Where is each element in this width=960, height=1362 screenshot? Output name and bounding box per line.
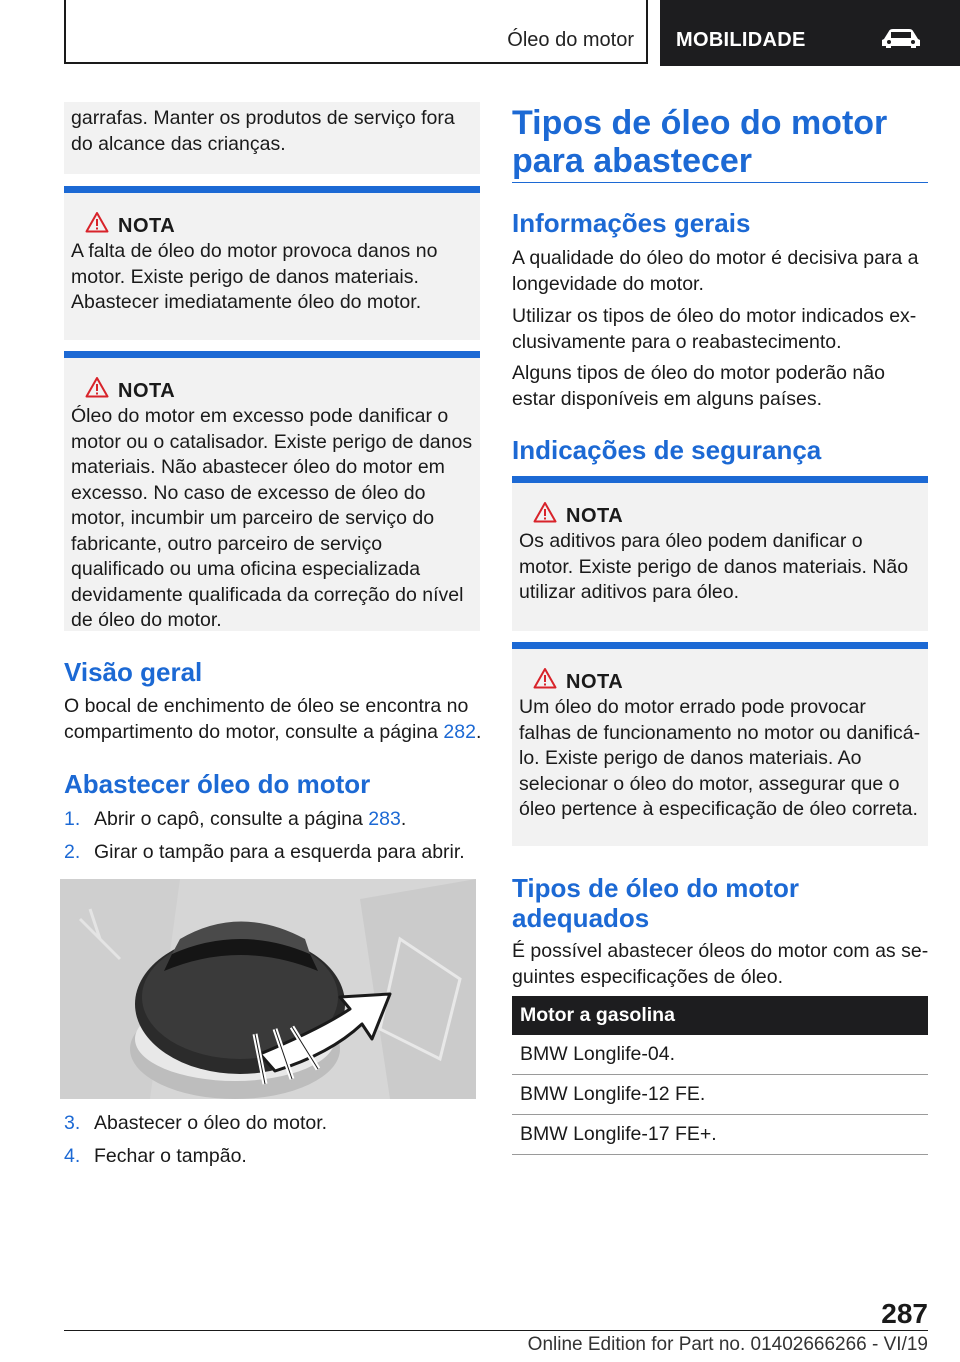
- page-link-283[interactable]: 283: [368, 808, 401, 830]
- table-cell: BMW Longlife-12 FE.: [512, 1075, 928, 1115]
- note-header: [71, 193, 474, 245]
- note-text: Os aditivos para óleo podem danificar o motor. Existe perigo de danos materiais. Não utilizar aditivos para óleo.: [519, 530, 909, 603]
- overview-text: O bocal de enchimento de óleo se encontra no compartimento do motor, consulte a página: [64, 695, 469, 743]
- main-heading-line-2: para abastecer: [512, 142, 753, 180]
- table-header-row: [512, 996, 928, 1035]
- table-row: [512, 1115, 928, 1155]
- continuation-text: garrafas. Manter os produtos de serviço fora do alcance das crianças.: [71, 107, 455, 155]
- note-label: NOTA: [118, 215, 176, 237]
- general-heading: Informações gerais: [512, 208, 751, 238]
- step-number: 1.: [64, 808, 81, 830]
- table-cell: BMW Longlife-17 FE+.: [512, 1115, 928, 1155]
- steps-list-b: [64, 1111, 480, 1171]
- overview-paragraph: [64, 694, 484, 745]
- note-box-4: [512, 642, 928, 846]
- suitable-heading-line-1: Tipos de óleo do motor: [512, 873, 799, 903]
- note-text: Um óleo do motor errado pode provocar falhas de funcionamento no motor ou danificá-lo. Existe perigo de danos materiais. Ao selecionar o óleo do motor, assegurar que o óleo pertence à especificação de óleo correta.: [519, 696, 921, 820]
- edition-text: Online Edition for Part no. 01402666266 - VI/19: [527, 1334, 928, 1355]
- note-header: [71, 358, 474, 410]
- page-header: [64, 0, 960, 66]
- section-tab: [660, 0, 960, 66]
- table-row: [512, 1035, 928, 1075]
- step-text: Abastecer o óleo do motor.: [94, 1112, 328, 1134]
- car-icon: [880, 27, 922, 49]
- table-cell: BMW Longlife-04.: [512, 1035, 928, 1075]
- step-text: Fechar o tampão.: [94, 1145, 247, 1167]
- chapter-title: Óleo do motor: [507, 29, 634, 51]
- suitable-text: É possível abastecer óleos do motor com as seguintes especificações de óleo.: [512, 940, 929, 988]
- refill-heading: Abastecer óleo do motor: [64, 769, 371, 799]
- main-heading: [512, 104, 932, 180]
- table-row: [512, 1075, 928, 1115]
- note-box-1: [64, 186, 480, 340]
- step-suffix: .: [400, 808, 407, 830]
- chapter-tab: [64, 0, 648, 64]
- heading-rule: [512, 182, 928, 183]
- overview-heading: Visão geral: [64, 657, 203, 687]
- note-header: [519, 649, 922, 701]
- table-header-cell: Motor a gasolina: [512, 996, 928, 1035]
- note-text: Óleo do motor em excesso pode danificar o motor ou o catalisador. Existe perigo de danos materiais. Não abastecer óleo do motor em excesso. No caso de excesso de óleo do motor, incumbir um parceiro de serviço do fabricante, outro parceiro de serviço qualificado ou uma oficina especializada devidamente qualificada da correção do nível de óleo do motor.: [71, 405, 473, 631]
- general-p3: Alguns tipos de óleo do motor poderão não estar disponíveis em alguns países.: [512, 362, 885, 410]
- step-number: 2.: [64, 841, 81, 863]
- page-number: 287: [881, 1298, 928, 1329]
- step-text: Girar o tampão para a esquerda para abrir.: [94, 841, 465, 863]
- overview-period: .: [475, 720, 482, 743]
- note-box-2: [64, 351, 480, 631]
- oil-cap-figure: [60, 879, 476, 1099]
- step-text: [94, 807, 406, 832]
- oil-cap-illustration: [60, 879, 476, 1099]
- page-link-282[interactable]: 282: [443, 720, 476, 743]
- suitable-heading-line-2: adequados: [512, 903, 650, 933]
- footer-rule: [64, 1330, 928, 1331]
- note-box-3: [512, 476, 928, 631]
- step-number: 3.: [64, 1112, 81, 1134]
- general-p1: A qualidade do óleo do motor é decisiva para a longevidade do motor.: [512, 247, 919, 295]
- warning-icon: [85, 211, 109, 233]
- note-label: NOTA: [566, 505, 624, 527]
- step-number: 4.: [64, 1145, 81, 1167]
- note-label: NOTA: [566, 671, 624, 693]
- note-text: A falta de óleo do motor provoca danos no motor. Existe perigo de danos materiais. Abastecer imediatamente óleo do motor.: [71, 240, 438, 313]
- warning-icon: [533, 501, 557, 523]
- safety-heading: Indicações de segurança: [512, 435, 822, 465]
- section-label: MOBILIDADE: [676, 29, 806, 51]
- general-p2: Utilizar os tipos de óleo do motor indicados exclusivamente para o reabastecimento.: [512, 305, 917, 353]
- main-heading-line-1: Tipos de óleo do motor: [512, 104, 888, 142]
- steps-list-a: [64, 807, 480, 867]
- warning-icon: [533, 667, 557, 689]
- step-text-body: Abrir o capô, consulte a página: [94, 808, 369, 830]
- note-header: [519, 483, 922, 535]
- note-label: NOTA: [118, 380, 176, 402]
- continuation-box: [64, 102, 480, 174]
- warning-icon: [85, 376, 109, 398]
- oil-spec-table: [512, 996, 928, 1155]
- suitable-heading: [512, 873, 799, 933]
